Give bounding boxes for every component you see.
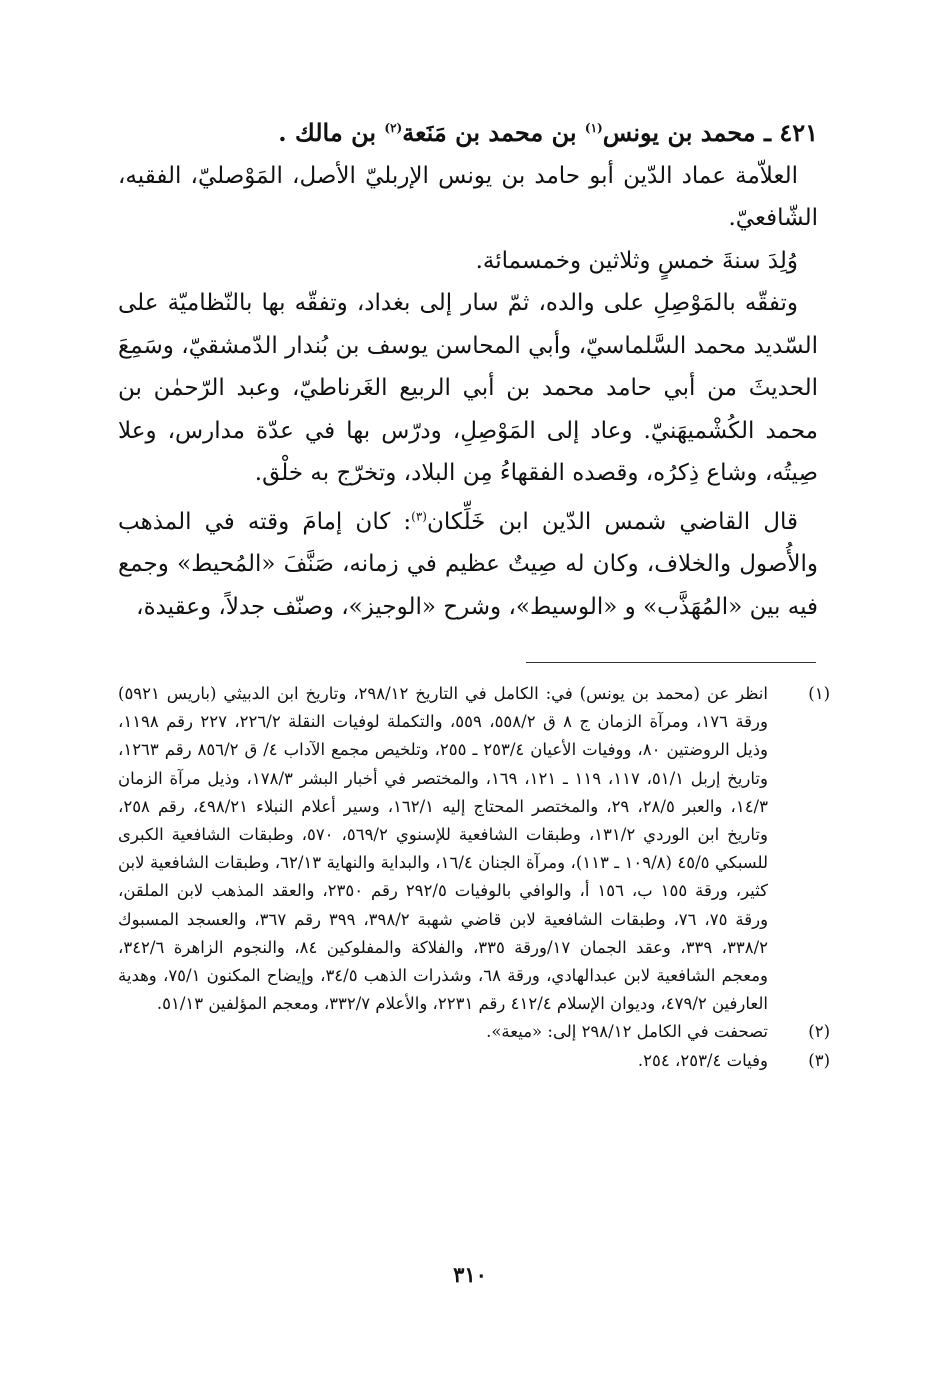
paragraph-titles: العلاّمة عماد الدّين أبو حامد بن يونس الإربليّ الأصل، المَوْصليّ، الفقيه، الشّافعيّ. bbox=[118, 162, 818, 231]
footnotes bbox=[118, 680, 830, 1075]
quote-intro: قال القاضي شمس الدّين ابن خَلِّكان bbox=[426, 508, 798, 535]
entry-heading bbox=[118, 112, 818, 155]
entry-name-part2: بن محمد بن مَنَعة bbox=[402, 118, 577, 147]
paragraph-quote bbox=[118, 501, 818, 629]
footnote-text: انظر عن (محمد بن يونس) في: الكامل في التاريخ ٢٩٨/١٢، وتاريخ ابن الدبيثي (باريس ٥٩٢١) ورقة ١٧٦، ومرآة الزمان ج ٨ ق ٥٥٨/٢، ٥٥٩، والتكملة لوفيات النقلة ٢٢٦/٢، ٢٢٧ رقم ١١٩٨، وذيل الروضتين ٨٠، ووفيات الأعيان ٢٥٣/٤ ـ ٢٥٥، وتلخيص مجمع الآداب ٤/ ق ٨٥٦/٢ رقم ١٢٦٣، وتاريخ إربل ٥١/١، ١١٧، ١١٩ ـ ١٢١، ١٦٩، والمختصر في أخبار البشر ١٧٨/٣، وذيل مرآة الزمان ١٤/٣، والعبر ٢٨/٥، ٢٩، والمختصر المحتاج إليه ١٦٢/١، وسير أعلام النبلاء ٤٩٨/٢١، رقم ٢٥٨، وتاريخ ابن الوردي ١٣١/٢، وطبقات الشافعية للإسنوي ٥٦٩/٢، ٥٧٠، وطبقات الشافعية الكبرى للسبكي ٤٥/٥ (١٠٩/٨ ـ ١١٣)، ومرآة الجنان ١٦/٤، والبداية والنهاية ٦٢/١٣، وطبقات الشافعية لابن كثير، ورقة ١٥٥ ب، ١٥٦ أ، والوافي بالوفيات ٢٩٢/٥ رقم ٢٣٥٠، والعقد المذهب لابن الملقن، ورقة ٧٥، ٧٦، وطبقات الشافعية لابن قاضي شهبة ٣٩٨/٢، ٣٩٩ رقم ٣٦٧، والعسجد المسبوك ٣٣٨/٢، ٣٣٩، وعقد الجمان ١٧/ورقة ٣٣٥، والفلاكة والمفلوكين ٨٤، والنجوم الزاهرة ٣٤٢/٦، ومعجم الشافعية لابن عبدالهادي، ورقة ٦٨، وشذرات الذهب ٣٤/٥، وإيضاح المكنون ٧٥/١، وهدية العارفين ٤٧٩/٢، وديوان الإسلام ٤١٢/٤ رقم ٢٢٣١، والأعلام ٣٣٢/٧، ومعجم المؤلفين ٥١/١٣. bbox=[118, 684, 769, 1014]
entry-number: ٤٢١ ـ bbox=[763, 118, 818, 147]
paragraph-study: وتفقّه بالمَوْصِلِ على والده، ثمّ سار إلى بغداد، وتفقّه بها بالنّظاميّة على السّديد محمد السَّلماسيّ، وأبي المحاسن يوسف بن بُندار الدّمشقيّ، وسَمِعَ الحديثَ من أبي حامد محمد بن أبي الربيع الغَرناطيّ، وعبد الرّحمٰن بن محمد الكُشْميهَنيّ. وعاد إلى المَوْصِلِ، ودرّس بها في عدّة مدارس، وعلا صِيتُه، وشاع ذِكرُه، وقصده الفقهاءُ مِن البلاد، وتخرّج به خلْق. bbox=[118, 290, 818, 486]
entry-name-part3: بن مالك . bbox=[278, 118, 377, 147]
main-text bbox=[118, 112, 818, 628]
footnote-number: (٢) bbox=[808, 1022, 830, 1042]
entry-name-part1: محمد بن يونس bbox=[602, 118, 756, 147]
footnote-number: (١) bbox=[808, 684, 830, 703]
footnote-number: (٣) bbox=[808, 1050, 830, 1070]
paragraph-birth: وُلِدَ سنةَ خمسٍ وثلاثين وخمسمائة. bbox=[475, 247, 798, 274]
footnote-divider bbox=[526, 662, 816, 663]
footnote-text: تصحفت في الكامل ٢٩٨/١٢ إلى: «ميعة». bbox=[486, 1022, 768, 1042]
footnote-text: وفيات ٢٥٣/٤، ٢٥٤. bbox=[637, 1050, 768, 1070]
footnote-1 bbox=[118, 680, 830, 1018]
quote-body: : كان إمامَ وقته في المذهب والأُصول والخلاف، وكان له صِيتٌ عظيم في زمانه، صَنَّفَ «المُحيط» وجمع فيه بين «المُهَذَّب» و «الوسيط»، وشرح «الوجيز»، وصنّف جدلاً، وعقيدة، bbox=[118, 508, 818, 620]
page-number: ٣١٠ bbox=[453, 1262, 487, 1287]
footnote-2 bbox=[118, 1018, 830, 1046]
footnote-3 bbox=[118, 1047, 830, 1075]
footnote-ref-3[interactable]: (٣) bbox=[411, 508, 427, 523]
footnote-ref-2[interactable]: (٢) bbox=[384, 121, 403, 135]
footnote-ref-1[interactable]: (١) bbox=[584, 121, 603, 135]
